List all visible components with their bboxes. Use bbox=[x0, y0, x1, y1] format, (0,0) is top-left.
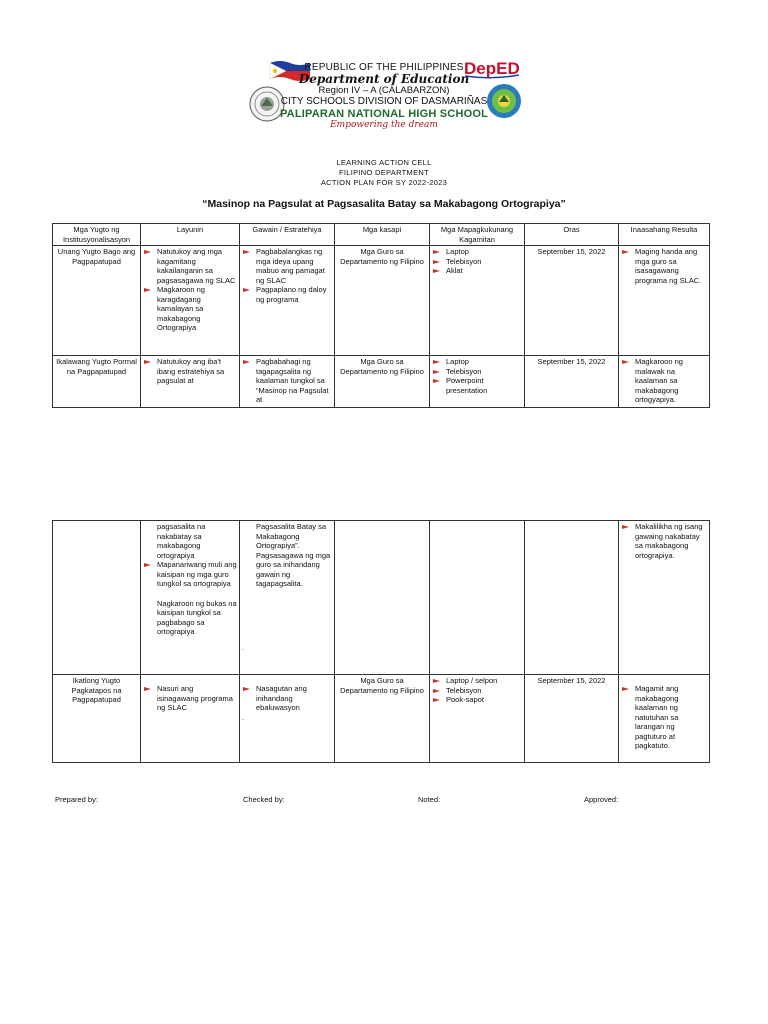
oras-cell: September 15, 2022 bbox=[525, 675, 619, 763]
noted-label: Noted: bbox=[418, 795, 441, 804]
list-item: Pook-sapot bbox=[432, 695, 522, 705]
gawain-continued-text: Pagsasalita Batay sa Makabagong Ortograpiya”. bbox=[256, 522, 327, 550]
col-header-resulta: Inaasahang Resulta bbox=[619, 224, 710, 246]
arrow-bullet-icon bbox=[622, 686, 629, 692]
kagamitan-cell bbox=[430, 521, 525, 675]
gawain-cell bbox=[240, 675, 335, 763]
plan-theme-title: “Masinop na Pagsulat at Pagsasalita Batay sa Makabagong Ortograpiya” bbox=[202, 198, 566, 210]
arrow-bullet-icon bbox=[144, 249, 151, 255]
layunin-continued-text: pagsasalita na nakabatay sa makabagong ortograpiya bbox=[157, 522, 206, 560]
table-row bbox=[53, 521, 710, 675]
arrow-bullet-icon bbox=[622, 359, 629, 365]
arrow-bullet-icon bbox=[433, 359, 440, 365]
approved-label: Approved: bbox=[584, 795, 619, 804]
lac-title: LEARNING ACTION CELL bbox=[336, 158, 432, 167]
list-item: Nasuri ang isinagawang programa ng SLAC bbox=[143, 684, 237, 713]
kasapi-cell bbox=[335, 521, 430, 675]
division-line: CITY SCHOOLS DIVISION OF DASMARIÑAS bbox=[280, 96, 488, 107]
list-item: Pagbabalangkas ng mga ideya upang mabuo ang pamagat ng SLAC bbox=[242, 247, 332, 285]
department-line: Department of Education bbox=[298, 72, 470, 86]
list-item: Maging handa ang mga guro sa isasagawang programa ng SLAC. bbox=[621, 247, 707, 285]
list-item: Telebisyon bbox=[432, 257, 522, 267]
table-row bbox=[53, 675, 710, 763]
list-item: Telebisyon bbox=[432, 686, 522, 696]
list-item: Laptop bbox=[432, 357, 522, 367]
arrow-bullet-icon bbox=[433, 678, 440, 684]
region-line: Region IV – A (CALABARZON) bbox=[318, 85, 450, 96]
arrow-bullet-icon bbox=[622, 249, 629, 255]
prepared-by-label: Prepared by: bbox=[55, 795, 98, 804]
kagamitan-cell bbox=[430, 356, 525, 408]
table-row bbox=[53, 246, 710, 356]
kagamitan-cell bbox=[430, 675, 525, 763]
list-item: Nasagutan ang inihandang ebaluwasyon bbox=[242, 684, 332, 713]
checked-by-label: Checked by: bbox=[243, 795, 285, 804]
list-item: Magamit ang makabagong kaalaman ng natutuhan sa larangan ng pagtuturo at pagkatuto. bbox=[621, 684, 707, 751]
svg-text:DepED: DepED bbox=[464, 59, 520, 78]
gawain-dot: . bbox=[242, 642, 245, 652]
arrow-bullet-icon bbox=[144, 686, 151, 692]
arrow-bullet-icon bbox=[144, 562, 151, 568]
arrow-bullet-icon bbox=[433, 697, 440, 703]
layunin-cell bbox=[141, 356, 240, 408]
kasapi-cell: Mga Guro sa Departamento ng Filipino bbox=[335, 246, 430, 356]
arrow-bullet-icon bbox=[433, 249, 440, 255]
gawain-cell bbox=[240, 246, 335, 356]
republic-line: REPUBLIC OF THE PHILIPPINES bbox=[304, 62, 464, 73]
arrow-bullet-icon bbox=[433, 268, 440, 274]
arrow-bullet-icon bbox=[433, 259, 440, 265]
col-header-oras: Oras bbox=[525, 224, 619, 246]
layunin-cell bbox=[141, 675, 240, 763]
list-item: Mapanariwang muli ang kaisipan ng mga guro tungkol sa ortograpiya bbox=[143, 560, 237, 589]
action-plan-title: ACTION PLAN FOR SY 2022-2023 bbox=[320, 178, 448, 187]
list-item: Natutukoy ang iba't ibang estratehiya sa pagsulat at bbox=[143, 357, 237, 386]
list-item: Makalilikha ng isang gawaing nakabatay sa makabagong ortograpiya. bbox=[621, 522, 707, 560]
col-header-kagamitan: Mga Mapagkukunang Kagamitan bbox=[430, 224, 525, 246]
gawain-extra-text: Pagsasagawa ng mga guro sa inihandang gawain ng tagapagsalita. bbox=[256, 550, 331, 588]
list-item: Laptop bbox=[432, 247, 522, 257]
oras-cell: September 15, 2022 bbox=[525, 356, 619, 408]
list-item: Natutukoy ang mga kagamitang kakailanganin sa pagsasagawa ng SLAC bbox=[143, 247, 237, 285]
kagamitan-cell bbox=[430, 246, 525, 356]
resulta-cell bbox=[619, 246, 710, 356]
gawain-cell bbox=[240, 521, 335, 675]
table-header-row bbox=[53, 224, 710, 246]
action-plan-table-continued bbox=[52, 520, 710, 763]
action-plan-table bbox=[52, 223, 710, 408]
yugto-cell bbox=[53, 521, 141, 675]
layunin-cell bbox=[141, 521, 240, 675]
arrow-bullet-icon bbox=[144, 287, 151, 293]
list-item: Aklat bbox=[432, 266, 522, 276]
resulta-cell bbox=[619, 675, 710, 763]
list-item: Laptop / selpon bbox=[432, 676, 522, 686]
letterhead bbox=[0, 50, 768, 135]
table-row bbox=[53, 356, 710, 408]
gawain-dot: . bbox=[242, 712, 245, 722]
resulta-cell bbox=[619, 356, 710, 408]
arrow-bullet-icon bbox=[622, 524, 629, 530]
resulta-cell bbox=[619, 521, 710, 675]
arrow-bullet-icon bbox=[433, 688, 440, 694]
list-item: Telebisyon bbox=[432, 367, 522, 377]
arrow-bullet-icon bbox=[144, 359, 151, 365]
list-item: Magkaroon ng malawak na kaalaman sa makabagong ortogyapiya. bbox=[621, 357, 707, 405]
oras-cell bbox=[525, 521, 619, 675]
layunin-extra-text: Nagkaroon ng bukas na kaisipan tungkol sa pagbabago sa ortograpiya bbox=[157, 598, 237, 636]
yugto-cell: Unang Yugto Bago ang Pagpapatupad bbox=[53, 246, 141, 356]
list-item: Powerpoint presentation bbox=[432, 376, 522, 395]
oras-cell: September 15, 2022 bbox=[525, 246, 619, 356]
arrow-bullet-icon bbox=[243, 686, 250, 692]
arrow-bullet-icon bbox=[243, 359, 250, 365]
yugto-cell: Ikatlong Yugto Pagkatapos na Pagpapatupad bbox=[53, 675, 141, 763]
list-item: Pagbabahagi ng tagapagsalita ng kaalaman tungkol sa “Masinop na Pagsulat at bbox=[242, 357, 332, 405]
col-header-gawain: Gawain / Estratehiya bbox=[240, 224, 335, 246]
arrow-bullet-icon bbox=[433, 369, 440, 375]
arrow-bullet-icon bbox=[243, 249, 250, 255]
school-motto: Empowering the dream bbox=[330, 120, 438, 130]
list-item: Pagpaplano ng daloy ng programa bbox=[242, 285, 332, 304]
school-name: PALIPARAN NATIONAL HIGH SCHOOL bbox=[279, 108, 489, 120]
col-header-yugto: Mga Yugto ng Institusyonalisasyon bbox=[53, 224, 141, 246]
layunin-cell bbox=[141, 246, 240, 356]
kasapi-cell: Mga Guro sa Departamento ng Filipino bbox=[335, 675, 430, 763]
department-title: FILIPINO DEPARTMENT bbox=[338, 168, 430, 177]
list-item: Magkaroon ng karagdagang kamalayan sa makabagong Ortograpiya bbox=[143, 285, 237, 333]
yugto-cell: Ikalawang Yugto Pormal na Pagpapatupad bbox=[53, 356, 141, 408]
arrow-bullet-icon bbox=[243, 287, 250, 293]
col-header-kasapi: Mga kasapi bbox=[335, 224, 430, 246]
col-header-layunin: Layunin bbox=[141, 224, 240, 246]
arrow-bullet-icon bbox=[433, 378, 440, 384]
kasapi-cell: Mga Guro sa Departamento ng Filipino bbox=[335, 356, 430, 408]
gawain-cell bbox=[240, 356, 335, 408]
